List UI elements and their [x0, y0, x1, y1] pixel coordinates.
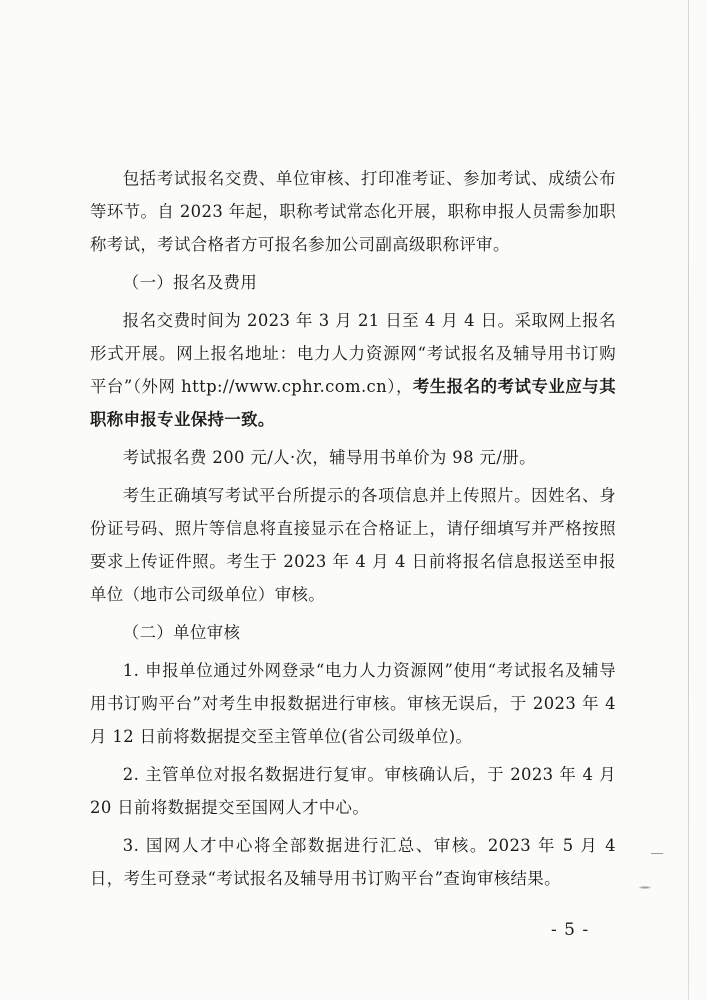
registration-bold-text: 考生报名的考试专业应与其职称申报专业保持一致。: [90, 377, 616, 429]
paragraph-info-upload: 考生正确填写考试平台所提示的各项信息并上传照片。因姓名、身份证号码、照片等信息将直接显示在合格证上，请仔细填写并严格按照要求上传证件照。考生于 2023 年 4 月 4 日前将报名信息报送至申报单位（地市公司级单位）审核。: [90, 486, 616, 604]
scan-mark: [651, 853, 663, 854]
paragraph-review-step-2: 2. 主管单位对报名数据进行复审。审核确认后，于 2023 年 4 月 20 日前将数据提交至国网人才中心。: [90, 765, 616, 817]
paragraph-intro: 包括考试报名交费、单位审核、打印准考证、参加考试、成绩公布等环节。自 2023 年起，职称考试常态化开展，职称申报人员需参加职称考试，考试合格者方可报名参加公司副高级职称评审。: [90, 169, 616, 254]
section-heading-unit-review: （二）单位审核: [122, 623, 241, 642]
document-body: [90, 162, 616, 900]
scan-edge-line: [688, 0, 689, 1000]
scan-speck: [638, 886, 652, 889]
registration-text: 报名交费时间为 2023 年 3 月 21 日至 4 月 4 日。采取网上报名形式开展。网上报名地址：电力人力资源网“考试报名及辅导用书订购平台”（外网 http://www.cphr.com.cn），: [90, 311, 616, 396]
paragraph-fees: 考试报名费 200 元/人·次，辅导用书单价为 98 元/册。: [122, 448, 536, 467]
paragraph-review-step-3: 3. 国网人才中心将全部数据进行汇总、审核。2023 年 5 月 4 日，考生可登录“考试报名及辅导用书订购平台”查询审核结果。: [90, 836, 616, 888]
paragraph-registration-time: [90, 304, 616, 436]
page-number: - 5 -: [551, 920, 590, 940]
section-heading-registration: （一）报名及费用: [122, 273, 258, 292]
paragraph-review-step-1: 1. 申报单位通过外网登录“电力人力资源网”使用“考试报名及辅导用书订购平台”对考生申报数据进行审核。审核无误后，于 2023 年 4 月 12 日前将数据提交至主管单位(省公司级单位)。: [90, 661, 616, 746]
